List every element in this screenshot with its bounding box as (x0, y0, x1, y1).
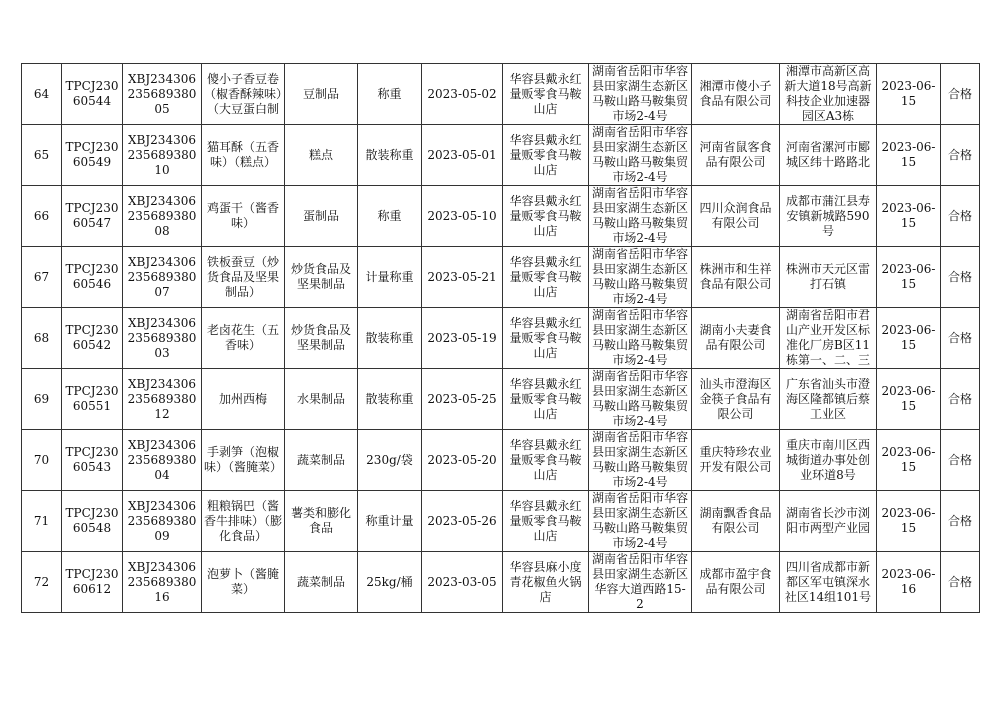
food-category-cell: 蛋制品 (285, 186, 358, 247)
specification-cell: 25kg/桶 (358, 552, 422, 613)
notice-date-cell: 2023-06-15 (877, 247, 941, 308)
production-date-cell: 2023-05-26 (422, 491, 503, 552)
manufacturer-name-cell: 河南省鼠客食品有限公司 (692, 125, 780, 186)
product-name-cell: 老卤花生（五香味） (202, 308, 285, 369)
product-name-cell: 傻小子香豆卷（椒香酥辣味）（大豆蛋白制 (202, 64, 285, 125)
manufacturer-name-cell: 重庆特珍农业开发有限公司 (692, 430, 780, 491)
task-number-cell: XBJ23430623568938005 (123, 64, 202, 125)
table-body (22, 64, 980, 613)
specification-cell: 称重计量 (358, 491, 422, 552)
seller-name-cell: 华容县戴永红量贩零食马鞍山店 (503, 125, 589, 186)
row-number-cell: 64 (22, 64, 62, 125)
seller-address-cell: 湖南省岳阳市华容县田家湖生态新区马鞍山路马鞍集贸市场2-4号 (589, 64, 692, 125)
seller-name-cell: 华容县戴永红量贩零食马鞍山店 (503, 64, 589, 125)
product-name-cell: 泡萝卜（酱腌菜） (202, 552, 285, 613)
production-date-cell: 2023-05-25 (422, 369, 503, 430)
row-number-cell: 69 (22, 369, 62, 430)
table-row (22, 247, 980, 308)
production-date-cell: 2023-05-01 (422, 125, 503, 186)
food-category-cell: 炒货食品及坚果制品 (285, 247, 358, 308)
result-cell: 合格 (941, 64, 980, 125)
task-number-cell: XBJ23430623568938009 (123, 491, 202, 552)
seller-address-cell: 湖南省岳阳市华容县田家湖生态新区马鞍山路马鞍集贸市场2-4号 (589, 369, 692, 430)
product-name-cell: 加州西梅 (202, 369, 285, 430)
specification-cell: 称重 (358, 64, 422, 125)
manufacturer-name-cell: 湖南飘香食品有限公司 (692, 491, 780, 552)
specification-cell: 散装称重 (358, 125, 422, 186)
manufacturer-address-cell: 成都市蒲江县寿安镇新城路590号 (780, 186, 877, 247)
seller-name-cell: 华容县戴永红量贩零食马鞍山店 (503, 247, 589, 308)
product-name-cell: 猫耳酥（五香味）（糕点） (202, 125, 285, 186)
table-row (22, 552, 980, 613)
seller-name-cell: 华容县戴永红量贩零食马鞍山店 (503, 186, 589, 247)
notice-date-cell: 2023-06-15 (877, 491, 941, 552)
production-date-cell: 2023-05-21 (422, 247, 503, 308)
task-number-cell: XBJ23430623568938004 (123, 430, 202, 491)
manufacturer-address-cell: 广东省汕头市澄海区隆都镇后蔡工业区 (780, 369, 877, 430)
specification-cell: 计量称重 (358, 247, 422, 308)
sample-number-cell: TPCJ23060543 (62, 430, 123, 491)
seller-address-cell: 湖南省岳阳市华容县田家湖生态新区马鞍山路马鞍集贸市场2-4号 (589, 491, 692, 552)
seller-address-cell: 湖南省岳阳市华容县田家湖生态新区马鞍山路马鞍集贸市场2-4号 (589, 308, 692, 369)
task-number-cell: XBJ23430623568938012 (123, 369, 202, 430)
task-number-cell: XBJ23430623568938008 (123, 186, 202, 247)
task-number-cell: XBJ23430623568938010 (123, 125, 202, 186)
manufacturer-name-cell: 湘潭市傻小子食品有限公司 (692, 64, 780, 125)
table-row (22, 430, 980, 491)
sample-number-cell: TPCJ23060546 (62, 247, 123, 308)
specification-cell: 230g/袋 (358, 430, 422, 491)
notice-date-cell: 2023-06-15 (877, 125, 941, 186)
manufacturer-name-cell: 成都市盈宇食品有限公司 (692, 552, 780, 613)
seller-name-cell: 华容县戴永红量贩零食马鞍山店 (503, 491, 589, 552)
manufacturer-address-cell: 湖南省长沙市浏阳市两型产业园 (780, 491, 877, 552)
sample-number-cell: TPCJ23060612 (62, 552, 123, 613)
sample-number-cell: TPCJ23060544 (62, 64, 123, 125)
manufacturer-name-cell: 株洲市和生祥食品有限公司 (692, 247, 780, 308)
notice-date-cell: 2023-06-15 (877, 64, 941, 125)
manufacturer-address-cell: 株洲市天元区雷打石镇 (780, 247, 877, 308)
seller-address-cell: 湖南省岳阳市华容县田家湖生态新区马鞍山路马鞍集贸市场2-4号 (589, 430, 692, 491)
sample-number-cell: TPCJ23060547 (62, 186, 123, 247)
manufacturer-address-cell: 湖南省岳阳市君山产业开发区标准化厂房B区11栋第一、二、三 (780, 308, 877, 369)
seller-address-cell: 湖南省岳阳市华容县田家湖生态新区马鞍山路马鞍集贸市场2-4号 (589, 247, 692, 308)
row-number-cell: 72 (22, 552, 62, 613)
result-cell: 合格 (941, 430, 980, 491)
row-number-cell: 68 (22, 308, 62, 369)
production-date-cell: 2023-05-10 (422, 186, 503, 247)
table-row (22, 491, 980, 552)
seller-name-cell: 华容县戴永红量贩零食马鞍山店 (503, 369, 589, 430)
row-number-cell: 67 (22, 247, 62, 308)
product-name-cell: 手剥笋（泡椒味）（酱腌菜） (202, 430, 285, 491)
table-row (22, 125, 980, 186)
food-category-cell: 蔬菜制品 (285, 552, 358, 613)
table-row (22, 186, 980, 247)
food-category-cell: 蔬菜制品 (285, 430, 358, 491)
specification-cell: 称重 (358, 186, 422, 247)
result-cell: 合格 (941, 369, 980, 430)
notice-date-cell: 2023-06-16 (877, 552, 941, 613)
notice-date-cell: 2023-06-15 (877, 369, 941, 430)
row-number-cell: 66 (22, 186, 62, 247)
inspection-results-table (21, 63, 980, 613)
product-name-cell: 粗粮锅巴（酱香牛排味）（膨化食品） (202, 491, 285, 552)
sample-number-cell: TPCJ23060542 (62, 308, 123, 369)
result-cell: 合格 (941, 247, 980, 308)
manufacturer-name-cell: 四川众润食品有限公司 (692, 186, 780, 247)
food-category-cell: 水果制品 (285, 369, 358, 430)
food-category-cell: 炒货食品及坚果制品 (285, 308, 358, 369)
seller-name-cell: 华容县麻小度青花椒鱼火锅店 (503, 552, 589, 613)
production-date-cell: 2023-03-05 (422, 552, 503, 613)
food-category-cell: 糕点 (285, 125, 358, 186)
result-cell: 合格 (941, 186, 980, 247)
task-number-cell: XBJ23430623568938007 (123, 247, 202, 308)
table-row (22, 64, 980, 125)
result-cell: 合格 (941, 552, 980, 613)
manufacturer-name-cell: 汕头市澄海区金筷子食品有限公司 (692, 369, 780, 430)
manufacturer-name-cell: 湖南小夫妻食品有限公司 (692, 308, 780, 369)
notice-date-cell: 2023-06-15 (877, 430, 941, 491)
production-date-cell: 2023-05-20 (422, 430, 503, 491)
specification-cell: 散装称重 (358, 308, 422, 369)
row-number-cell: 65 (22, 125, 62, 186)
seller-name-cell: 华容县戴永红量贩零食马鞍山店 (503, 308, 589, 369)
sample-number-cell: TPCJ23060549 (62, 125, 123, 186)
result-cell: 合格 (941, 491, 980, 552)
production-date-cell: 2023-05-02 (422, 64, 503, 125)
production-date-cell: 2023-05-19 (422, 308, 503, 369)
seller-address-cell: 湖南省岳阳市华容县田家湖生态新区马鞍山路马鞍集贸市场2-4号 (589, 125, 692, 186)
row-number-cell: 70 (22, 430, 62, 491)
row-number-cell: 71 (22, 491, 62, 552)
manufacturer-address-cell: 湘潭市高新区高新大道18号高新科技企业加速器园区A3栋 (780, 64, 877, 125)
manufacturer-address-cell: 四川省成都市新都区军屯镇深水社区14组101号 (780, 552, 877, 613)
manufacturer-address-cell: 河南省漯河市郾城区纬十路路北 (780, 125, 877, 186)
notice-date-cell: 2023-06-15 (877, 308, 941, 369)
manufacturer-address-cell: 重庆市南川区西城街道办事处创业环道8号 (780, 430, 877, 491)
product-name-cell: 鸡蛋干（酱香味） (202, 186, 285, 247)
task-number-cell: XBJ23430623568938003 (123, 308, 202, 369)
specification-cell: 散装称重 (358, 369, 422, 430)
result-cell: 合格 (941, 125, 980, 186)
sample-number-cell: TPCJ23060548 (62, 491, 123, 552)
table-row (22, 308, 980, 369)
task-number-cell: XBJ23430623568938016 (123, 552, 202, 613)
food-category-cell: 薯类和膨化食品 (285, 491, 358, 552)
seller-address-cell: 湖南省岳阳市华容县田家湖生态新区马鞍山路马鞍集贸市场2-4号 (589, 186, 692, 247)
result-cell: 合格 (941, 308, 980, 369)
sample-number-cell: TPCJ23060551 (62, 369, 123, 430)
notice-date-cell: 2023-06-15 (877, 186, 941, 247)
table-row (22, 369, 980, 430)
food-category-cell: 豆制品 (285, 64, 358, 125)
seller-address-cell: 湖南省岳阳市华容县田家湖生态新区华容大道西路15-2 (589, 552, 692, 613)
product-name-cell: 铁板蚕豆（炒货食品及坚果制品） (202, 247, 285, 308)
seller-name-cell: 华容县戴永红量贩零食马鞍山店 (503, 430, 589, 491)
